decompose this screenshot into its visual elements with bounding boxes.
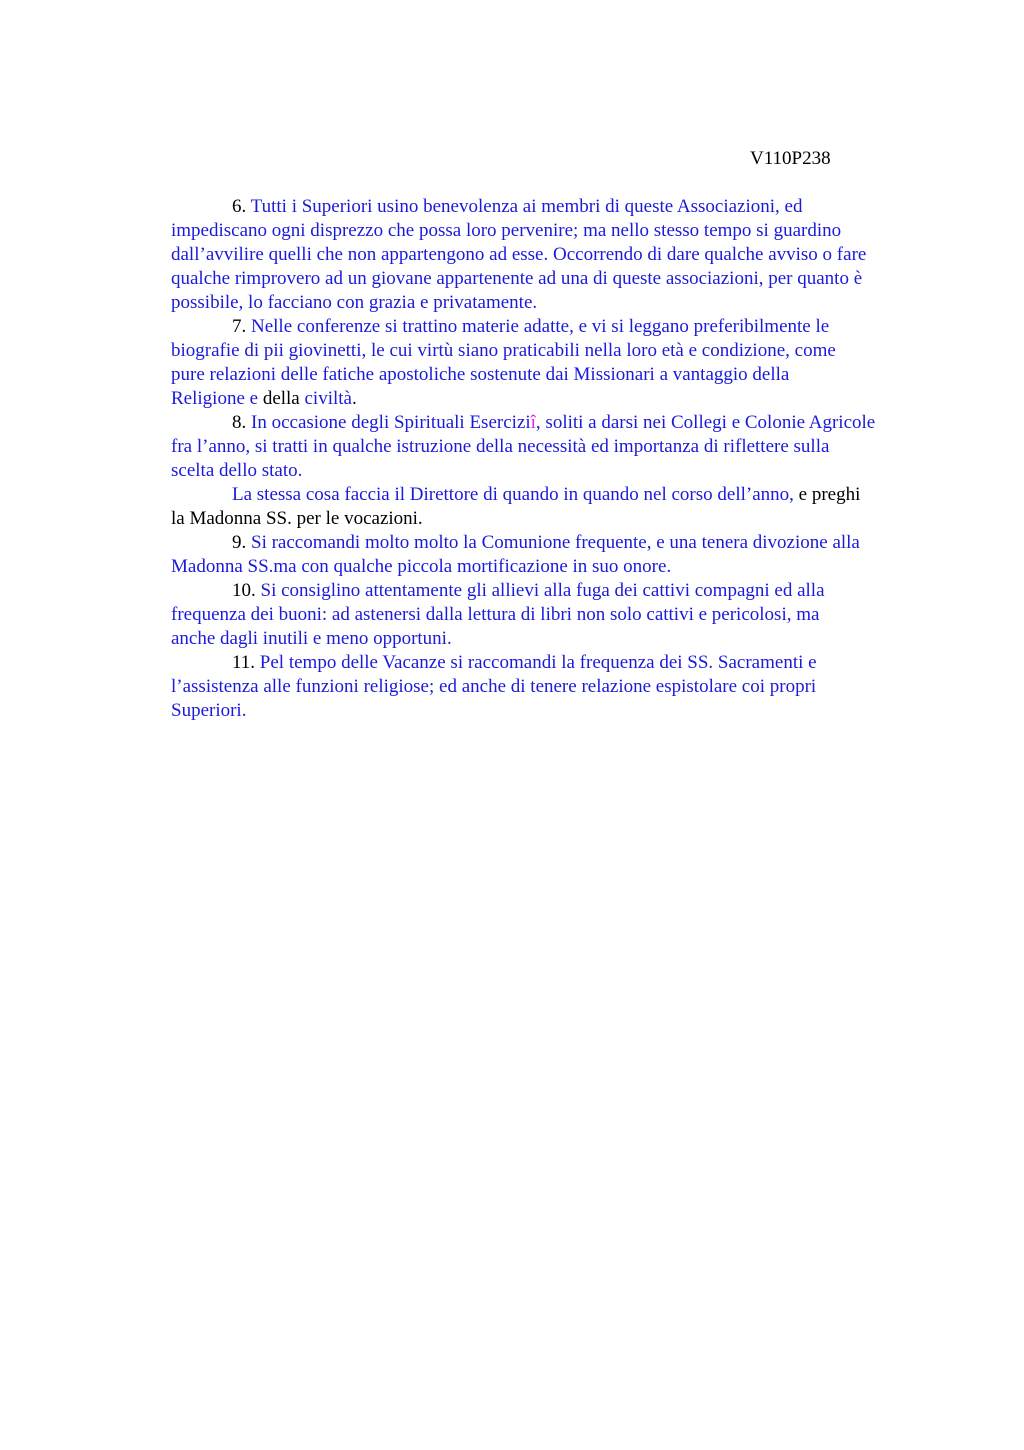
paragraph-8-continued bbox=[171, 483, 933, 531]
text-line: Tutti i Superiori usino benevolenza ai membri di queste Associazioni, ed bbox=[250, 196, 803, 217]
paragraph-10 bbox=[171, 579, 933, 651]
paragraph-number: 7. bbox=[232, 316, 251, 337]
document-body bbox=[171, 195, 933, 723]
text-line: pure relazioni delle fatiche apostoliche sostenute dai Missionari a vantaggio della bbox=[171, 364, 790, 385]
text-line: impediscano ogni disprezzo che possa loro pervenire; ma nello stesso tempo si guardino bbox=[171, 220, 842, 241]
paragraph-number: 9. bbox=[232, 532, 251, 553]
footnote-marker: î bbox=[530, 412, 536, 433]
text-line bbox=[232, 484, 860, 505]
text-line: anche dagli inutili e meno opportuni. bbox=[171, 628, 452, 649]
text-line: Si consiglino attentamente gli allievi alla fuga dei cattivi compagni ed alla bbox=[260, 580, 825, 601]
paragraph-11 bbox=[171, 651, 933, 723]
text-line: fra l’anno, si tratti in qualche istruzione della necessità ed importanza di riflettere sulla bbox=[171, 436, 830, 457]
text-line: Pel tempo delle Vacanze si raccomandi la frequenza dei SS. Sacramenti e bbox=[259, 652, 817, 673]
text-line: frequenza dei buoni: ad astenersi dalla lettura di libri non solo cattivi e pericolosi, ma bbox=[171, 604, 820, 625]
text-segment: , soliti a darsi nei Collegi e Colonie Agricole bbox=[535, 412, 876, 433]
paragraph-number: 8. bbox=[232, 412, 251, 433]
paragraph-6 bbox=[171, 195, 933, 315]
text-line: possibile, lo facciano con grazia e privatamente. bbox=[171, 292, 538, 313]
text-line: biografie di pii giovinetti, le cui virtù siano praticabili nella loro età e condizione, come bbox=[171, 340, 836, 361]
paragraph-number: 10. bbox=[232, 580, 261, 601]
text-segment: In occasione degli Spirituali Esercizi bbox=[251, 412, 531, 433]
text-segment: Religione e bbox=[171, 388, 263, 409]
text-line: scelta dello stato. bbox=[171, 460, 303, 481]
text-line: Madonna SS.ma con qualche piccola mortificazione in suo onore. bbox=[171, 556, 672, 577]
text-line: l’assistenza alle funzioni religiose; ed anche di tenere relazione espistolare coi propri bbox=[171, 676, 817, 697]
text-line: Nelle conferenze si trattino materie adatte, e vi si leggano preferibilmente le bbox=[251, 316, 830, 337]
paragraph-8 bbox=[171, 411, 933, 483]
text-line: Superiori. bbox=[171, 700, 247, 721]
page-reference: V110P238 bbox=[750, 148, 831, 169]
text-line: qualche rimprovero ad un giovane appartenente ad una di queste associazioni, per quanto è bbox=[171, 268, 863, 289]
text-line: la Madonna SS. per le vocazioni. bbox=[171, 508, 423, 529]
text-line bbox=[171, 387, 933, 411]
text-segment: e preghi bbox=[793, 484, 861, 505]
paragraph-number: 6. bbox=[232, 196, 251, 217]
text-segment: della bbox=[262, 388, 300, 409]
paragraph-number: 11. bbox=[232, 652, 260, 673]
text-segment: . bbox=[351, 388, 357, 409]
text-line: dall’avvilire quelli che non appartengono ad esse. Occorrendo di dare qualche avviso o fare bbox=[171, 244, 867, 265]
text-segment: civiltà bbox=[299, 388, 352, 409]
text-line: Si raccomandi molto molto la Comunione frequente, e una tenera divozione alla bbox=[251, 532, 860, 553]
paragraph-9 bbox=[171, 531, 933, 579]
text-line bbox=[251, 412, 875, 433]
paragraph-7 bbox=[171, 315, 933, 411]
text-segment: La stessa cosa faccia il Direttore di quando in quando nel corso dell’anno, bbox=[232, 484, 794, 505]
